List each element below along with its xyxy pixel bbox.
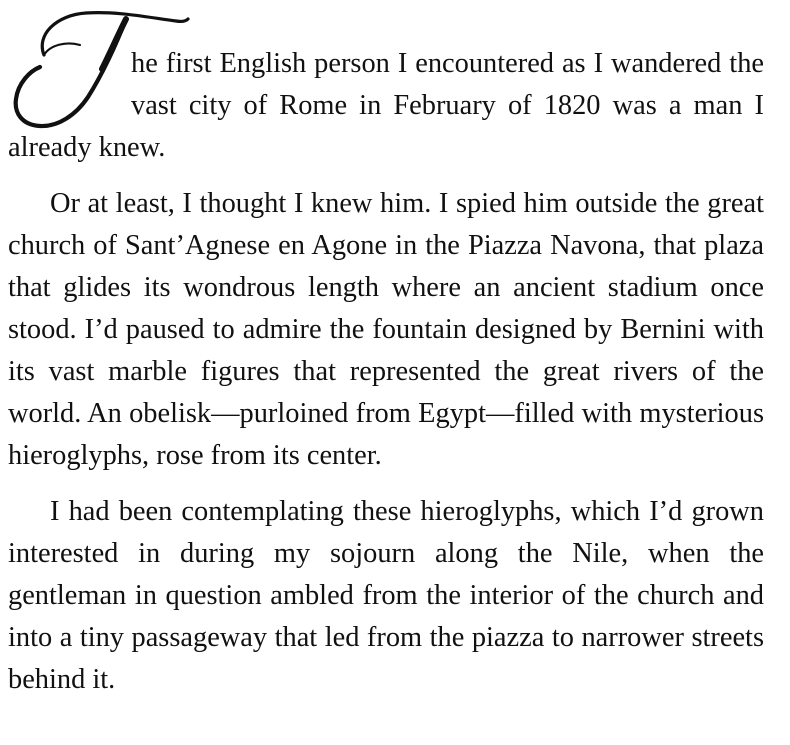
drop-cap-script-t — [6, 5, 136, 130]
paragraph-3: I had been contemplating these hieroglyphs, which I’d grown interested in during my sojourn along the Nile, when the gentleman in question ambled from the interior of the church and into a tiny passageway that led from the piazza to narrower streets behind it. — [8, 496, 764, 695]
paragraph-2: Or at least, I thought I knew him. I spied him outside the great church of Sant’Agnese en Agone in the Piazza Navona, that plaza that glides its wondrous length where an ancient stadium once stood. I’d paused to admire the fountain designed by Bernini with its vast marble figures that represented the great rivers of the world. An obelisk—purloined from Egypt—filled with mysterious hieroglyphs, rose from its center. — [8, 188, 764, 471]
paragraph-1-text: he first English person I encountered as I wandered the vast city of Rome in February of 1820 was a man I already knew. — [8, 48, 764, 163]
paragraph-1 — [8, 0, 764, 169]
book-page — [8, 0, 764, 701]
drop-cap — [8, 43, 131, 127]
